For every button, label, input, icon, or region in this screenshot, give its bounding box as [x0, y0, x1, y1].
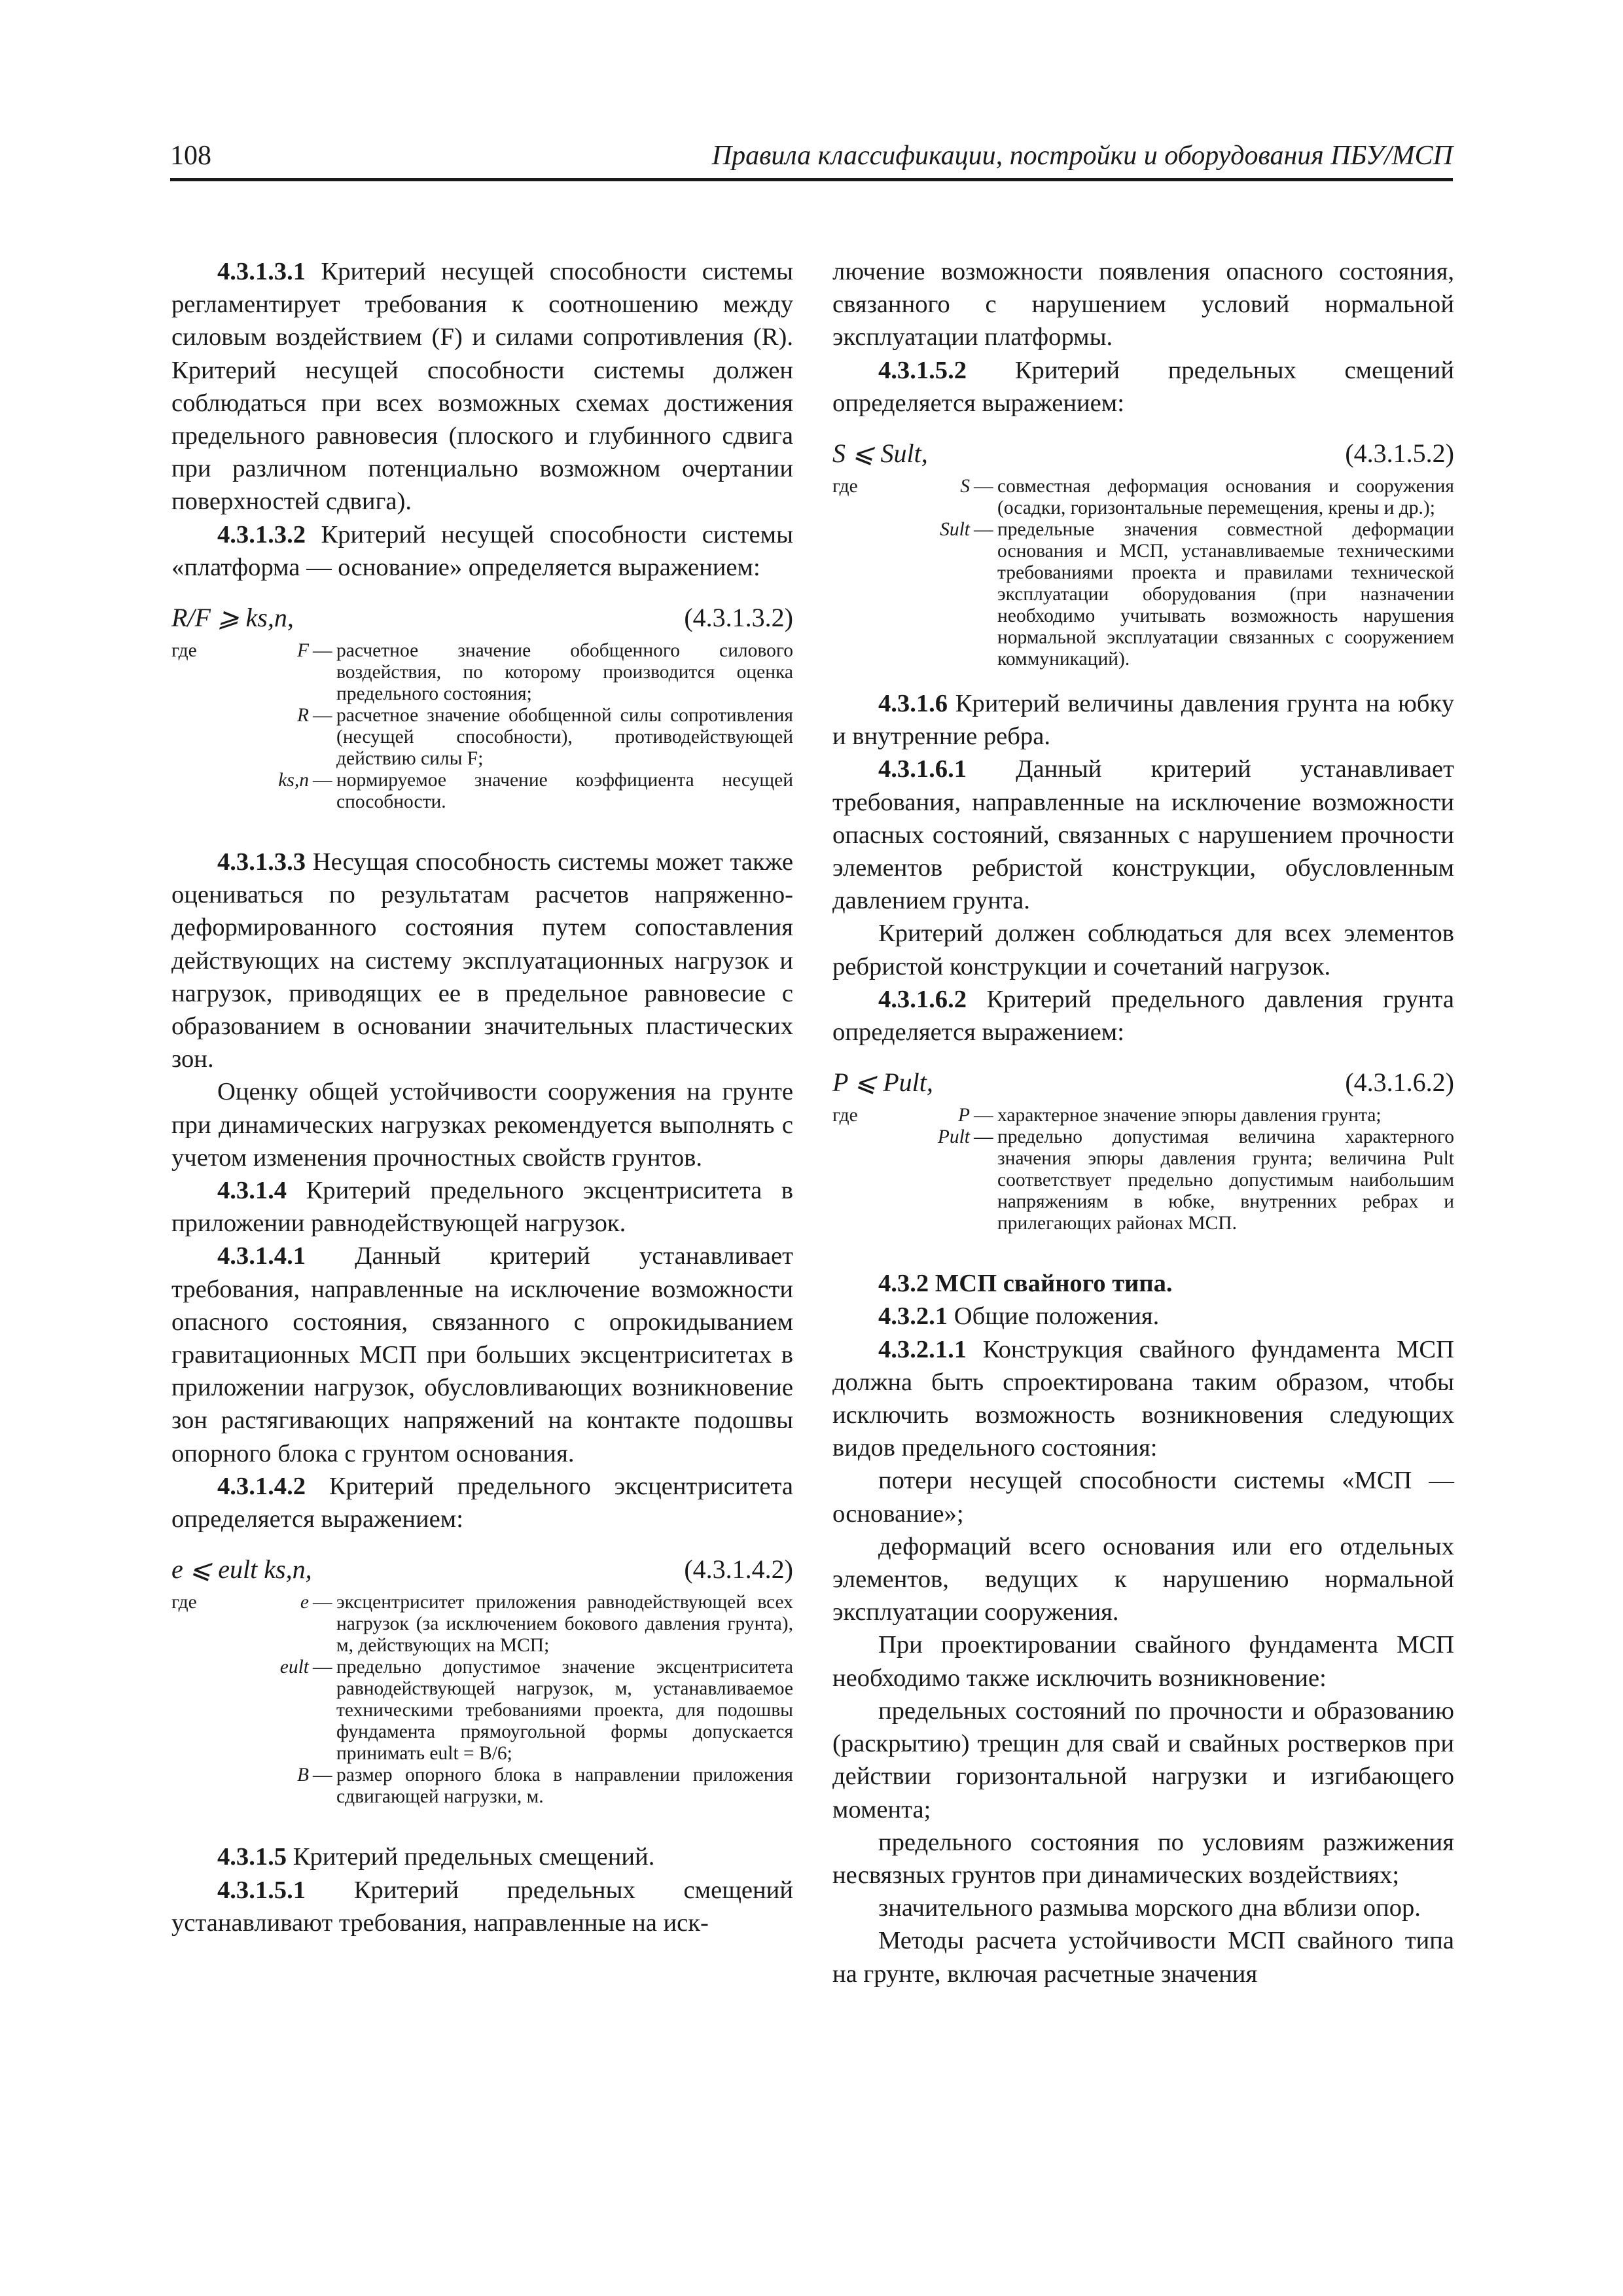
formula-expression: R/F ⩾ ks,n,: [171, 603, 294, 633]
legend-text: размер опорного блока в направлении приложения сдвигающей нагрузки, м.: [336, 1765, 793, 1808]
paragraph-text: Критерий несущей способности системы регламентирует требования к соотношению между силовым воздействием (F) и силами сопротивления (R). Критерий несущей способности системы должен соблюдаться при всех возможных схемах достижения предельного равновесия (плоского и глубинного сдвига при различном потенциально возможном очертании поверхностей сдвига).: [171, 258, 793, 516]
legend-text: расчетное значение обобщенной силы сопротивления (несущей способности), противодействующей действию силы F;: [336, 705, 793, 770]
paragraph-text: Данный критерий устанавливает требования, направленные на исключение возможности опасного состояния, связанного с опрокидыванием гравитационных МСП при больших эксцентриситетах в приложении нагрузок, обусловливающих возникновение зон растягивающих напряжений на контакте подошвы опорного блока с грунтом основания.: [171, 1242, 793, 1467]
legend-symbol: R: [296, 705, 309, 726]
paragraph-text: Несущая способность системы может также оцениваться по результатам расчетов напряженно-деформированного состояния путем сопоставления действующих на систему эксплуатационных нагрузок и нагрузок, приводящих ее в предельное равновесие с образованием в основании значительных пластических зон.: [171, 848, 793, 1073]
paragraph-text: Общие положения.: [954, 1302, 1160, 1331]
legend-where: где: [171, 1592, 197, 1613]
paragraph-text: деформаций всего основания или его отдельных элементов, ведущих к нарушению нормальной эксплуатации сооружения.: [832, 1532, 1454, 1626]
paragraph: [832, 1892, 1454, 1924]
formula-number: (4.3.1.3.2): [684, 603, 793, 633]
right-column: [832, 255, 1454, 1990]
paragraph-text: Конструкция свайного фундамента МСП должна быть спроектирована таким образом, чтобы исключить возможность возникновения следующих видов предельного состояния:: [832, 1335, 1454, 1462]
paragraph: [832, 354, 1454, 420]
legend-text: расчетное значение обобщенного силового воздействия, по которому производится оценка предельного состояния;: [336, 640, 793, 705]
legend-item: [832, 476, 1454, 519]
legend-text: характерное значение эпюры давления грунта;: [997, 1105, 1382, 1126]
paragraph-text: предельных состояний по прочности и образованию (раскрытию) трещин для свай и свайных ростверков при действии горизонтальной нагрузки и изгибающего момента;: [832, 1696, 1454, 1823]
legend-symbol: F: [296, 640, 309, 662]
formula: [171, 601, 793, 635]
paragraph: [832, 983, 1454, 1049]
paragraph-text: Критерий предельных смещений устанавливают требования, направленные на иск-: [171, 1876, 793, 1937]
formula-expression: S ⩽ Sult,: [832, 439, 928, 469]
paragraph: [832, 917, 1454, 982]
formula: [832, 1066, 1454, 1100]
legend-symbol: Sult: [940, 519, 970, 541]
paragraph-text: потери несущей способности системы «МСП — основание»;: [832, 1467, 1454, 1528]
legend-dash: —: [313, 1592, 332, 1613]
paragraph: [171, 518, 793, 584]
legend-text: совместная деформация основания и сооружения (осадки, горизонтальные перемещения, крены и др.);: [997, 476, 1454, 519]
paragraph-text: При проектировании свайного фундамента МСП необходимо также исключить возникновение:: [832, 1631, 1454, 1692]
paragraph: [171, 1174, 793, 1240]
clause-number: 4.3.2.1: [878, 1302, 948, 1331]
legend-where: [171, 770, 243, 813]
formula-legend: [171, 1592, 793, 1808]
formula-expression: P ⩽ Pult,: [832, 1067, 933, 1098]
paragraph-text: Критерий предельных смещений.: [293, 1843, 655, 1871]
paragraph: [171, 1470, 793, 1535]
legend-text: эксцентриситет приложения равнодействующей всех нагрузок (за исключением бокового давления грунта), м, действующих на МСП;: [336, 1592, 793, 1657]
paragraph: [832, 255, 1454, 354]
formula-expression: e ⩽ eult ks,n,: [171, 1554, 312, 1585]
clause-number: 4.3.1.6: [878, 690, 948, 718]
paragraph-text: Оценку общей устойчивости сооружения на грунте при динамических нагрузках рекомендуется выполнять с учетом изменения прочностных свойств грунтов.: [171, 1078, 793, 1172]
legend-dash: —: [974, 476, 993, 497]
paragraph-text: Критерий должен соблюдаться для всех элементов ребристой конструкции и сочетаний нагрузок.: [832, 920, 1454, 980]
clause-number: 4.3.1.4: [217, 1177, 287, 1205]
left-column: [171, 255, 793, 1939]
legend-item: [832, 1126, 1454, 1234]
legend-item: [171, 705, 793, 770]
legend-item: [832, 519, 1454, 670]
legend-where: [832, 519, 904, 670]
paragraph-text: предельного состояния по условиям разжижения несвязных грунтов при динамических воздействиях;: [832, 1828, 1454, 1889]
running-header: [170, 139, 1453, 181]
paragraph-text: значительного размыва морского дна вблизи опор.: [878, 1894, 1421, 1922]
formula-number: (4.3.1.4.2): [684, 1554, 793, 1585]
legend-text: предельно допустимая величина характерного значения эпюры давления грунта; величина Pult соответствует предельно допустимым наибольшим напряжениям в юбке, внутренних ребрах и прилегающих районах МСП.: [997, 1126, 1454, 1234]
legend-where: где: [832, 476, 858, 497]
paragraph: [832, 1333, 1454, 1465]
legend-where: [171, 1657, 243, 1765]
paragraph: [832, 1924, 1454, 1990]
legend-symbol: S: [960, 476, 970, 497]
legend-dash: —: [313, 1765, 332, 1786]
legend-item: [171, 1592, 793, 1657]
clause-number: 4.3.1.5.2: [878, 356, 967, 384]
paragraph-text: Критерий предельного эксцентриситета в приложении равнодействующей нагрузок.: [171, 1177, 793, 1238]
page-number: 108: [170, 141, 211, 171]
paragraph-text: Критерий предельного эксцентриситета определяется выражением:: [171, 1472, 793, 1534]
paragraph: [171, 1874, 793, 1939]
paragraph: [832, 1695, 1454, 1826]
formula: [832, 437, 1454, 471]
paragraph: [171, 255, 793, 518]
clause-number: 4.3.1.6.2: [878, 985, 967, 1013]
clause-number: 4.3.1.3.3: [217, 848, 306, 876]
legend-item: [171, 1657, 793, 1765]
paragraph-text: Критерий величины давления грунта на юбку и внутренние ребра.: [832, 690, 1454, 751]
legend-where: где: [832, 1105, 858, 1126]
paragraph: [832, 753, 1454, 917]
clause-number: 4.3.1.3.1: [217, 258, 306, 285]
running-title: Правила классификации, постройки и оборудования ПБУ/МСП: [711, 141, 1453, 171]
formula-legend: [832, 1105, 1454, 1234]
legend-where: где: [171, 640, 197, 662]
formula: [171, 1552, 793, 1587]
section-heading: 4.3.2 МСП свайного типа.: [878, 1270, 1173, 1298]
formula-number: (4.3.1.5.2): [1345, 439, 1454, 469]
legend-symbol: eult: [279, 1657, 309, 1678]
clause-number: 4.3.2.1.1: [878, 1335, 967, 1363]
clause-number: 4.3.1.5: [217, 1843, 287, 1871]
paragraph: [171, 1240, 793, 1469]
legend-where: [832, 1126, 904, 1234]
clause-number: 4.3.1.6.1: [878, 755, 967, 783]
formula-legend: [832, 476, 1454, 670]
paragraph: [832, 687, 1454, 753]
legend-text: предельные значения совместной деформации основания и МСП, устанавливаемые техническими требованиями проекта и правилами технической эксплуатации оборудования (при назначении необходимо учитывать возможность нарушения нормальной эксплуатации связанных с сооружением коммуникаций).: [997, 519, 1454, 670]
legend-item: [171, 640, 793, 705]
legend-dash: —: [974, 1126, 993, 1148]
legend-text: предельно допустимое значение эксцентриситета равнодействующей нагрузок, м, устанавливаемое техническими требованиями проекта, для подошвы фундамента прямоугольной формы допускается принимать eult = B/6;: [336, 1657, 793, 1765]
formula-legend: [171, 640, 793, 813]
clause-number: 4.3.1.4.1: [217, 1242, 306, 1270]
paragraph: [832, 1628, 1454, 1694]
paragraph: [832, 1464, 1454, 1530]
legend-symbol: Pult: [937, 1126, 970, 1148]
clause-number: 4.3.1.3.2: [217, 520, 306, 548]
paragraph-text: Данный критерий устанавливает требования, направленные на исключение возможности опасных состояний, связанных с нарушением прочности элементов ребристой конструкции, обусловленным давлением грунта.: [832, 755, 1454, 915]
paragraph-text: Методы расчета устойчивости МСП свайного типа на грунте, включая расчетные значения: [832, 1927, 1454, 1988]
legend-symbol: B: [296, 1765, 309, 1786]
paragraph: [171, 1075, 793, 1174]
paragraph: [832, 1826, 1454, 1892]
legend-where: [171, 705, 243, 770]
paragraph-text: Критерий предельных смещений определяется выражением:: [832, 356, 1454, 417]
paragraph: [832, 1300, 1454, 1333]
legend-dash: —: [313, 640, 332, 662]
paragraph: [171, 846, 793, 1075]
formula-number: (4.3.1.6.2): [1345, 1067, 1454, 1098]
clause-number: 4.3.1.4.2: [217, 1472, 306, 1500]
legend-item: [171, 770, 793, 813]
paragraph-text: Критерий предельного давления грунта определяется выражением:: [832, 985, 1454, 1047]
legend-dash: —: [313, 770, 332, 791]
legend-item: [171, 1765, 793, 1808]
paragraph-text: лючение возможности появления опасного состояния, связанного с нарушением условий нормальной эксплуатации платформы.: [832, 258, 1454, 351]
paragraph: [171, 1840, 793, 1873]
legend-dash: —: [313, 705, 332, 726]
legend-symbol: e: [300, 1592, 309, 1613]
paragraph-text: Критерий несущей способности системы «платформа — основание» определяется выражением:: [171, 520, 793, 581]
legend-text: нормируемое значение коэффициента несущей способности.: [336, 770, 793, 813]
legend-dash: —: [974, 519, 993, 541]
legend-where: [171, 1765, 243, 1808]
legend-symbol: P: [957, 1105, 970, 1126]
legend-item: [832, 1105, 1454, 1126]
clause-number: 4.3.1.5.1: [217, 1876, 306, 1904]
paragraph: [832, 1530, 1454, 1629]
legend-dash: —: [974, 1105, 993, 1126]
legend-symbol: ks,n: [278, 770, 309, 791]
legend-dash: —: [313, 1657, 332, 1678]
